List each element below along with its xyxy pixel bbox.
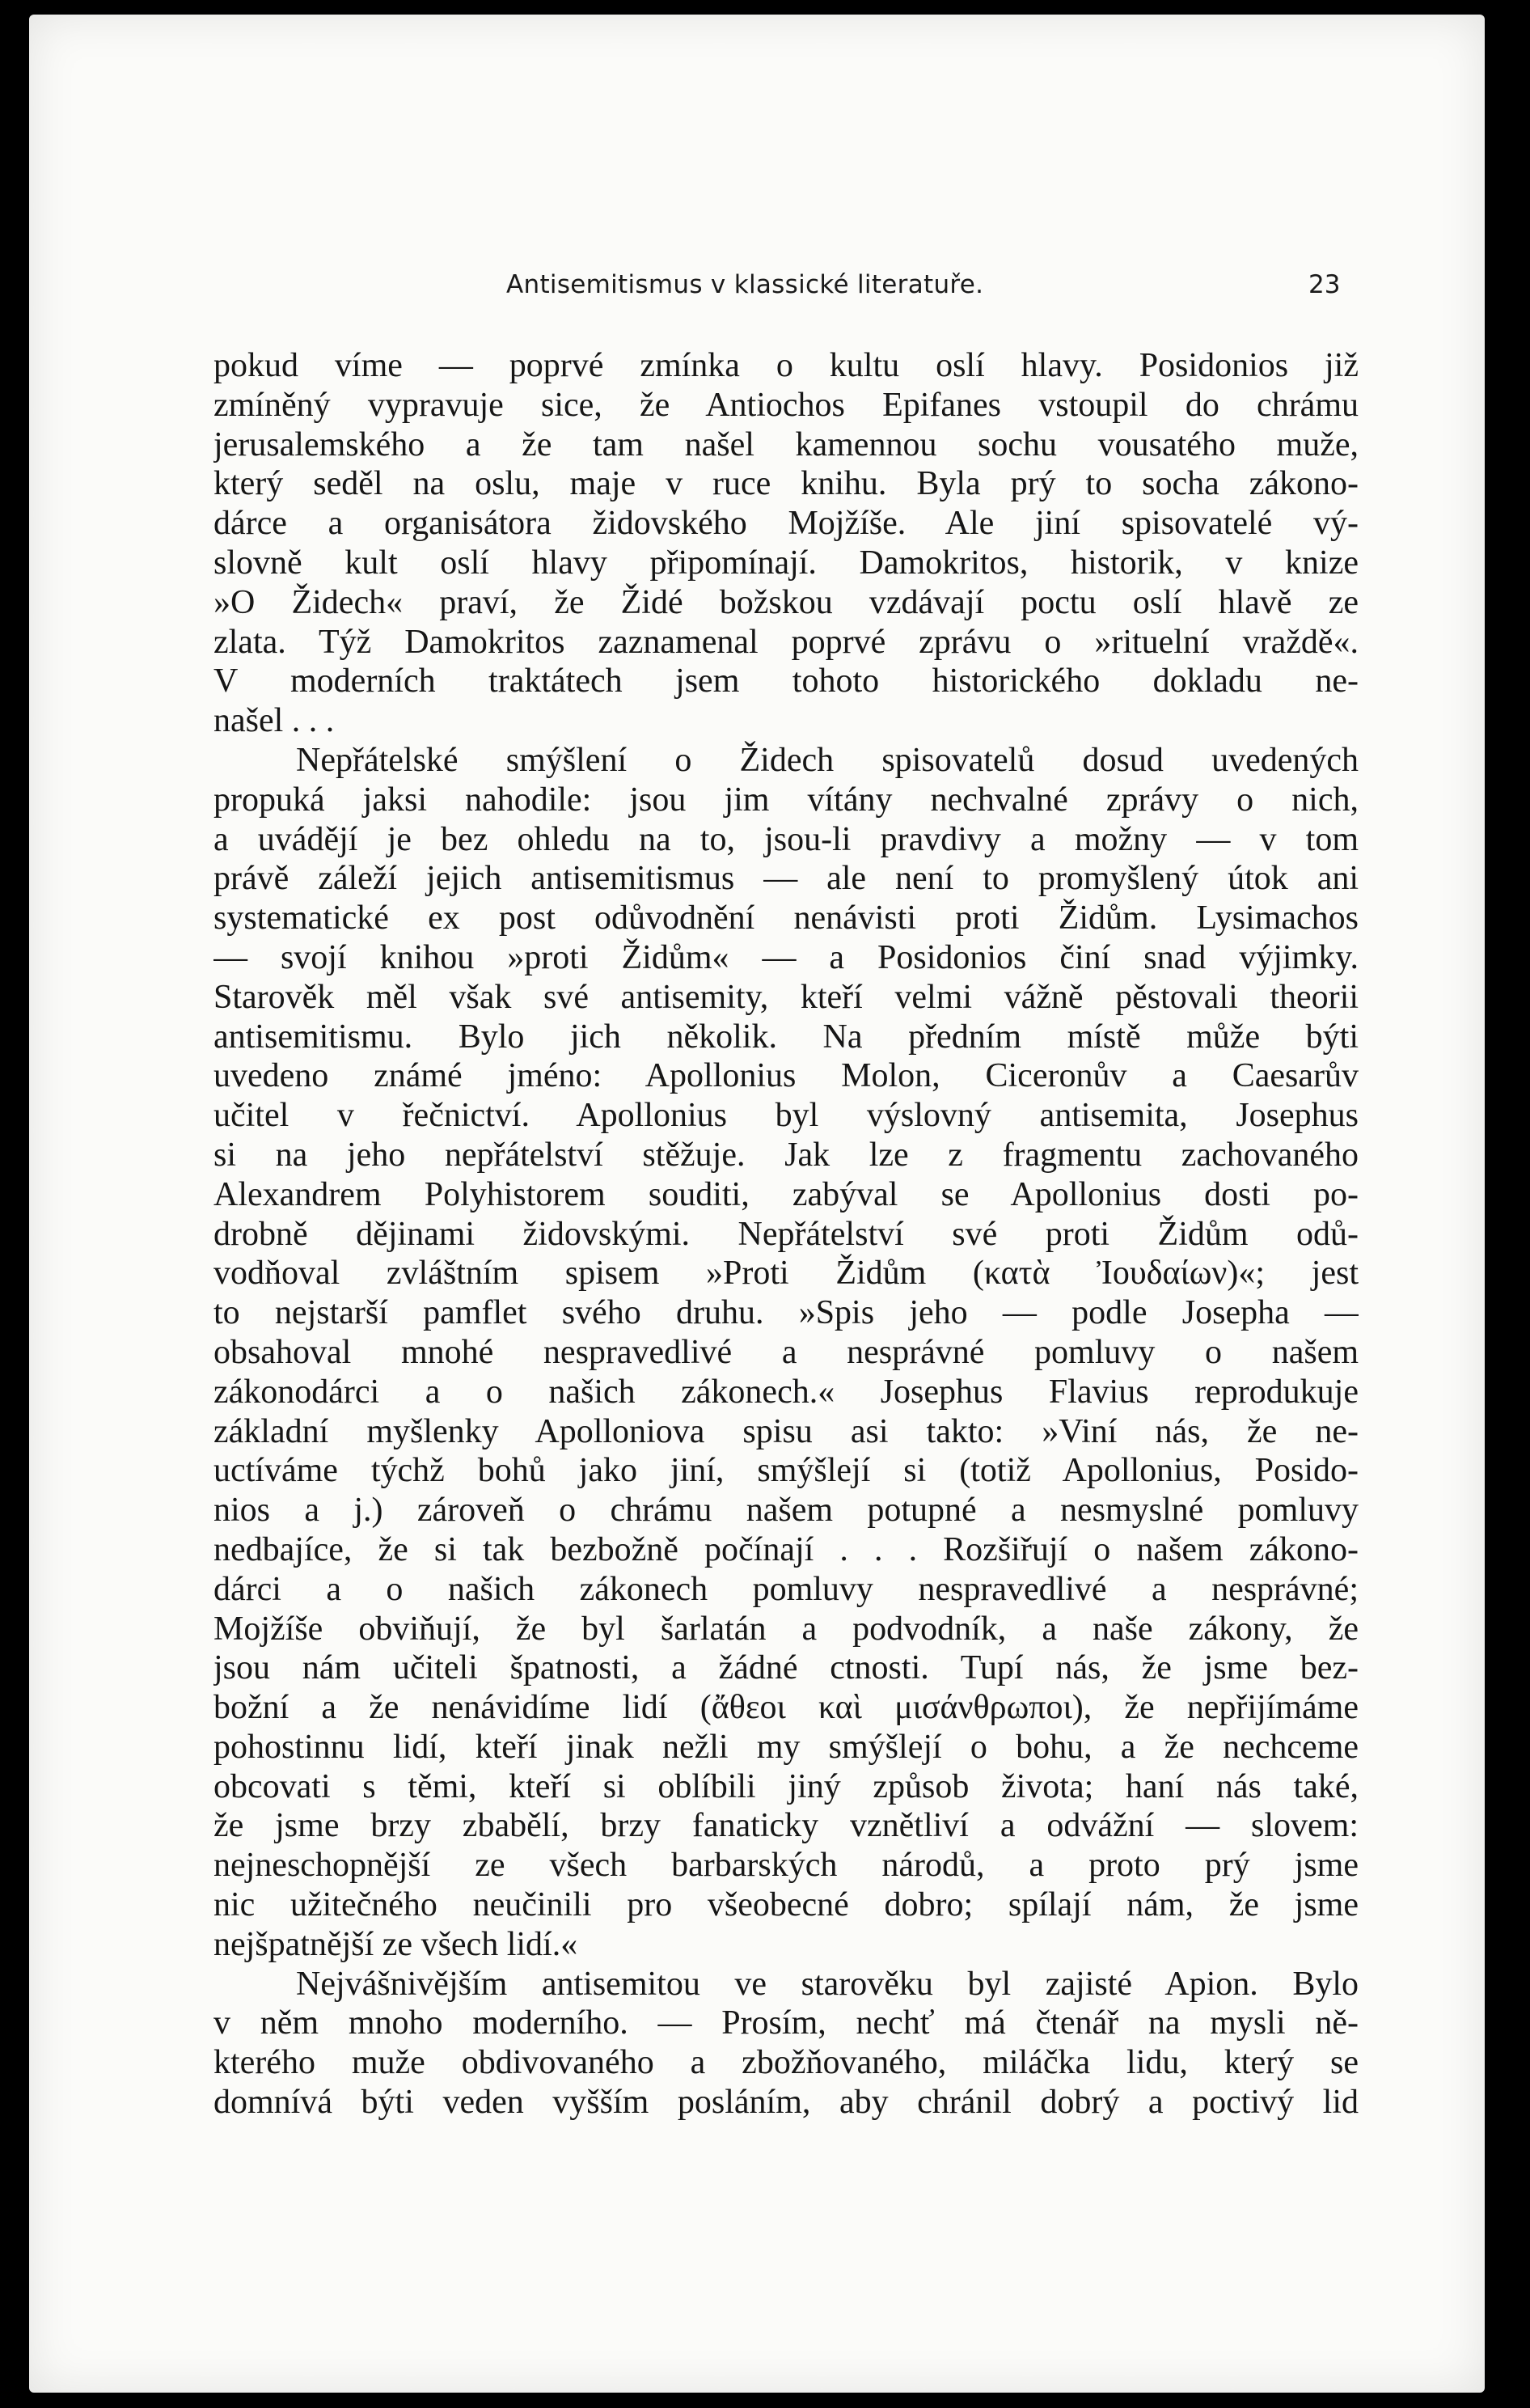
text-line: Nepřátelské smýšlení o Židech spisovatelů dosud uvedených — [296, 741, 1359, 779]
text-line: systematické ex post odůvodnění nenávisti proti Židům. Lysimachos — [213, 899, 1359, 937]
text-line: Mojžíše obviňují, že byl šarlatán a podvodník, a naše zákony, že — [213, 1610, 1359, 1648]
text-line: obcovati s těmi, kteří si oblíbili jiný způsob života; haní nás také, — [213, 1767, 1359, 1805]
text-line: obsahoval mnohé nespravedlivé a nesprávné pomluvy o našem — [213, 1333, 1359, 1371]
text-line: drobně dějinami židovskými. Nepřátelství své proti Židům odů- — [213, 1215, 1359, 1253]
text-line: jerusalemského a že tam našel kamennou sochu vousatého muže, — [213, 425, 1359, 463]
text-line: našel . . . — [213, 702, 335, 740]
text-line: »O Židech« praví, že Židé božskou vzdávají poctu oslí hlavě ze — [213, 583, 1359, 621]
text-line: nejšpatnější ze všech lidí.« — [213, 1925, 578, 1963]
text-line: který seděl na oslu, maje v ruce knihu. Byla prý to socha zákono- — [213, 465, 1359, 503]
text-line: nic užitečného neučinili pro všeobecné dobro; spílají nám, že jsme — [213, 1886, 1359, 1924]
text-line: v něm mnoho moderního. — Prosím, nechť má čtenář na mysli ně- — [213, 2004, 1359, 2042]
text-line: dárce a organisátora židovského Mojžíše. Ale jiní spisovatelé vý- — [213, 505, 1359, 543]
text-line: nios a j.) zároveň o chrámu našem potupné a nesmyslné pomluvy — [213, 1492, 1359, 1530]
text-line: Alexandrem Polyhistorem souditi, zabýval se Apollonius dosti po- — [213, 1175, 1359, 1213]
text-line: právě záleží jejich antisemitismus — ale není to promyšlený útok ani — [213, 860, 1359, 898]
body-text — [213, 346, 1359, 2122]
text-line: uctíváme týchž bohů jako jiní, smýšlejí si (totiž Apollonius, Posido- — [213, 1452, 1359, 1490]
text-line: to nejstarší pamflet svého druhu. »Spis jeho — podle Josepha — — [213, 1294, 1359, 1332]
text-line: pohostinnu lidí, kteří jinak nežli my smýšlejí o bohu, a že nechceme — [213, 1728, 1359, 1766]
text-line: nedbajíce, že si tak bezbožně počínají . . . Rozšiřují o našem zákono- — [213, 1530, 1359, 1568]
text-line: pokud víme — poprvé zmínka o kultu oslí hlavy. Posidonios již — [213, 347, 1359, 384]
text-line: nejneschopnější ze všech barbarských národů, a proto prý jsme — [213, 1847, 1359, 1885]
text-line: si na jeho nepřátelství stěžuje. Jak lze z fragmentu zachovaného — [213, 1136, 1359, 1174]
text-line: slovně kult oslí hlavy připomínají. Damokritos, historik, v knize — [213, 544, 1359, 582]
text-line: V moderních traktátech jsem tohoto historického dokladu ne- — [213, 662, 1359, 700]
text-line: vodňoval zvláštním spisem »Proti Židům (κατὰ Ἰουδαίων)«; jest — [213, 1255, 1359, 1293]
text-line: Nejvášnivějším antisemitou ve starověku byl zajisté Apion. Bylo — [296, 1965, 1359, 2003]
text-line: božní a že nenávidíme lidí (ἄθεοι καὶ μισάνθρωποι), že nepřijímáme — [213, 1689, 1359, 1727]
text-line: zmíněný vypravuje sice, že Antiochos Epifanes vstoupil do chrámu — [213, 386, 1359, 424]
text-line: základní myšlenky Apolloniova spisu asi takto: »Viní nás, že ne- — [213, 1412, 1359, 1450]
text-line: dárci a o našich zákonech pomluvy nespravedlivé a nesprávné; — [213, 1570, 1359, 1608]
text-line: propuká jaksi nahodile: jsou jim vítány nechvalné zprávy o nich, — [213, 781, 1359, 819]
text-line: že jsme brzy zbabělí, brzy fanaticky vznětliví a odvážní — slovem: — [213, 1807, 1359, 1845]
text-line: — svojí knihou »proti Židům« — a Posidonios činí snad výjimky. — [213, 938, 1359, 976]
text-line: antisemitismu. Bylo jich několik. Na předním místě může býti — [213, 1018, 1359, 1056]
text-line: jsou nám učiteli špatnosti, a žádné ctnosti. Tupí nás, že jsme bez- — [213, 1649, 1359, 1687]
book-page — [29, 15, 1485, 2393]
text-line: a uvádějí je bez ohledu na to, jsou-li pravdivy a možny — v tom — [213, 820, 1359, 858]
text-line: učitel v řečnictví. Apollonius byl výslovný antisemita, Josephus — [213, 1097, 1359, 1135]
running-title: Antisemitismus v klassické literatuře. — [506, 270, 984, 299]
text-line: Starověk měl však své antisemity, kteří velmi vážně pěstovali theorii — [213, 978, 1359, 1016]
text-line: zákonodárci a o našich zákonech.« Josephus Flavius reprodukuje — [213, 1373, 1359, 1411]
text-line: zlata. Týž Damokritos zaznamenal poprvé zprávu o »rituelní vraždě«. — [213, 623, 1359, 661]
text-line: kterého muže obdivovaného a zbožňovaného, miláčka lidu, který se — [213, 2044, 1359, 2082]
text-line: domnívá býti veden vyšším posláním, aby chránil dobrý a poctivý lid — [213, 2084, 1359, 2122]
text-line: uvedeno známé jméno: Apollonius Molon, Ciceronův a Caesarův — [213, 1057, 1359, 1095]
page-number: 23 — [1308, 270, 1341, 299]
